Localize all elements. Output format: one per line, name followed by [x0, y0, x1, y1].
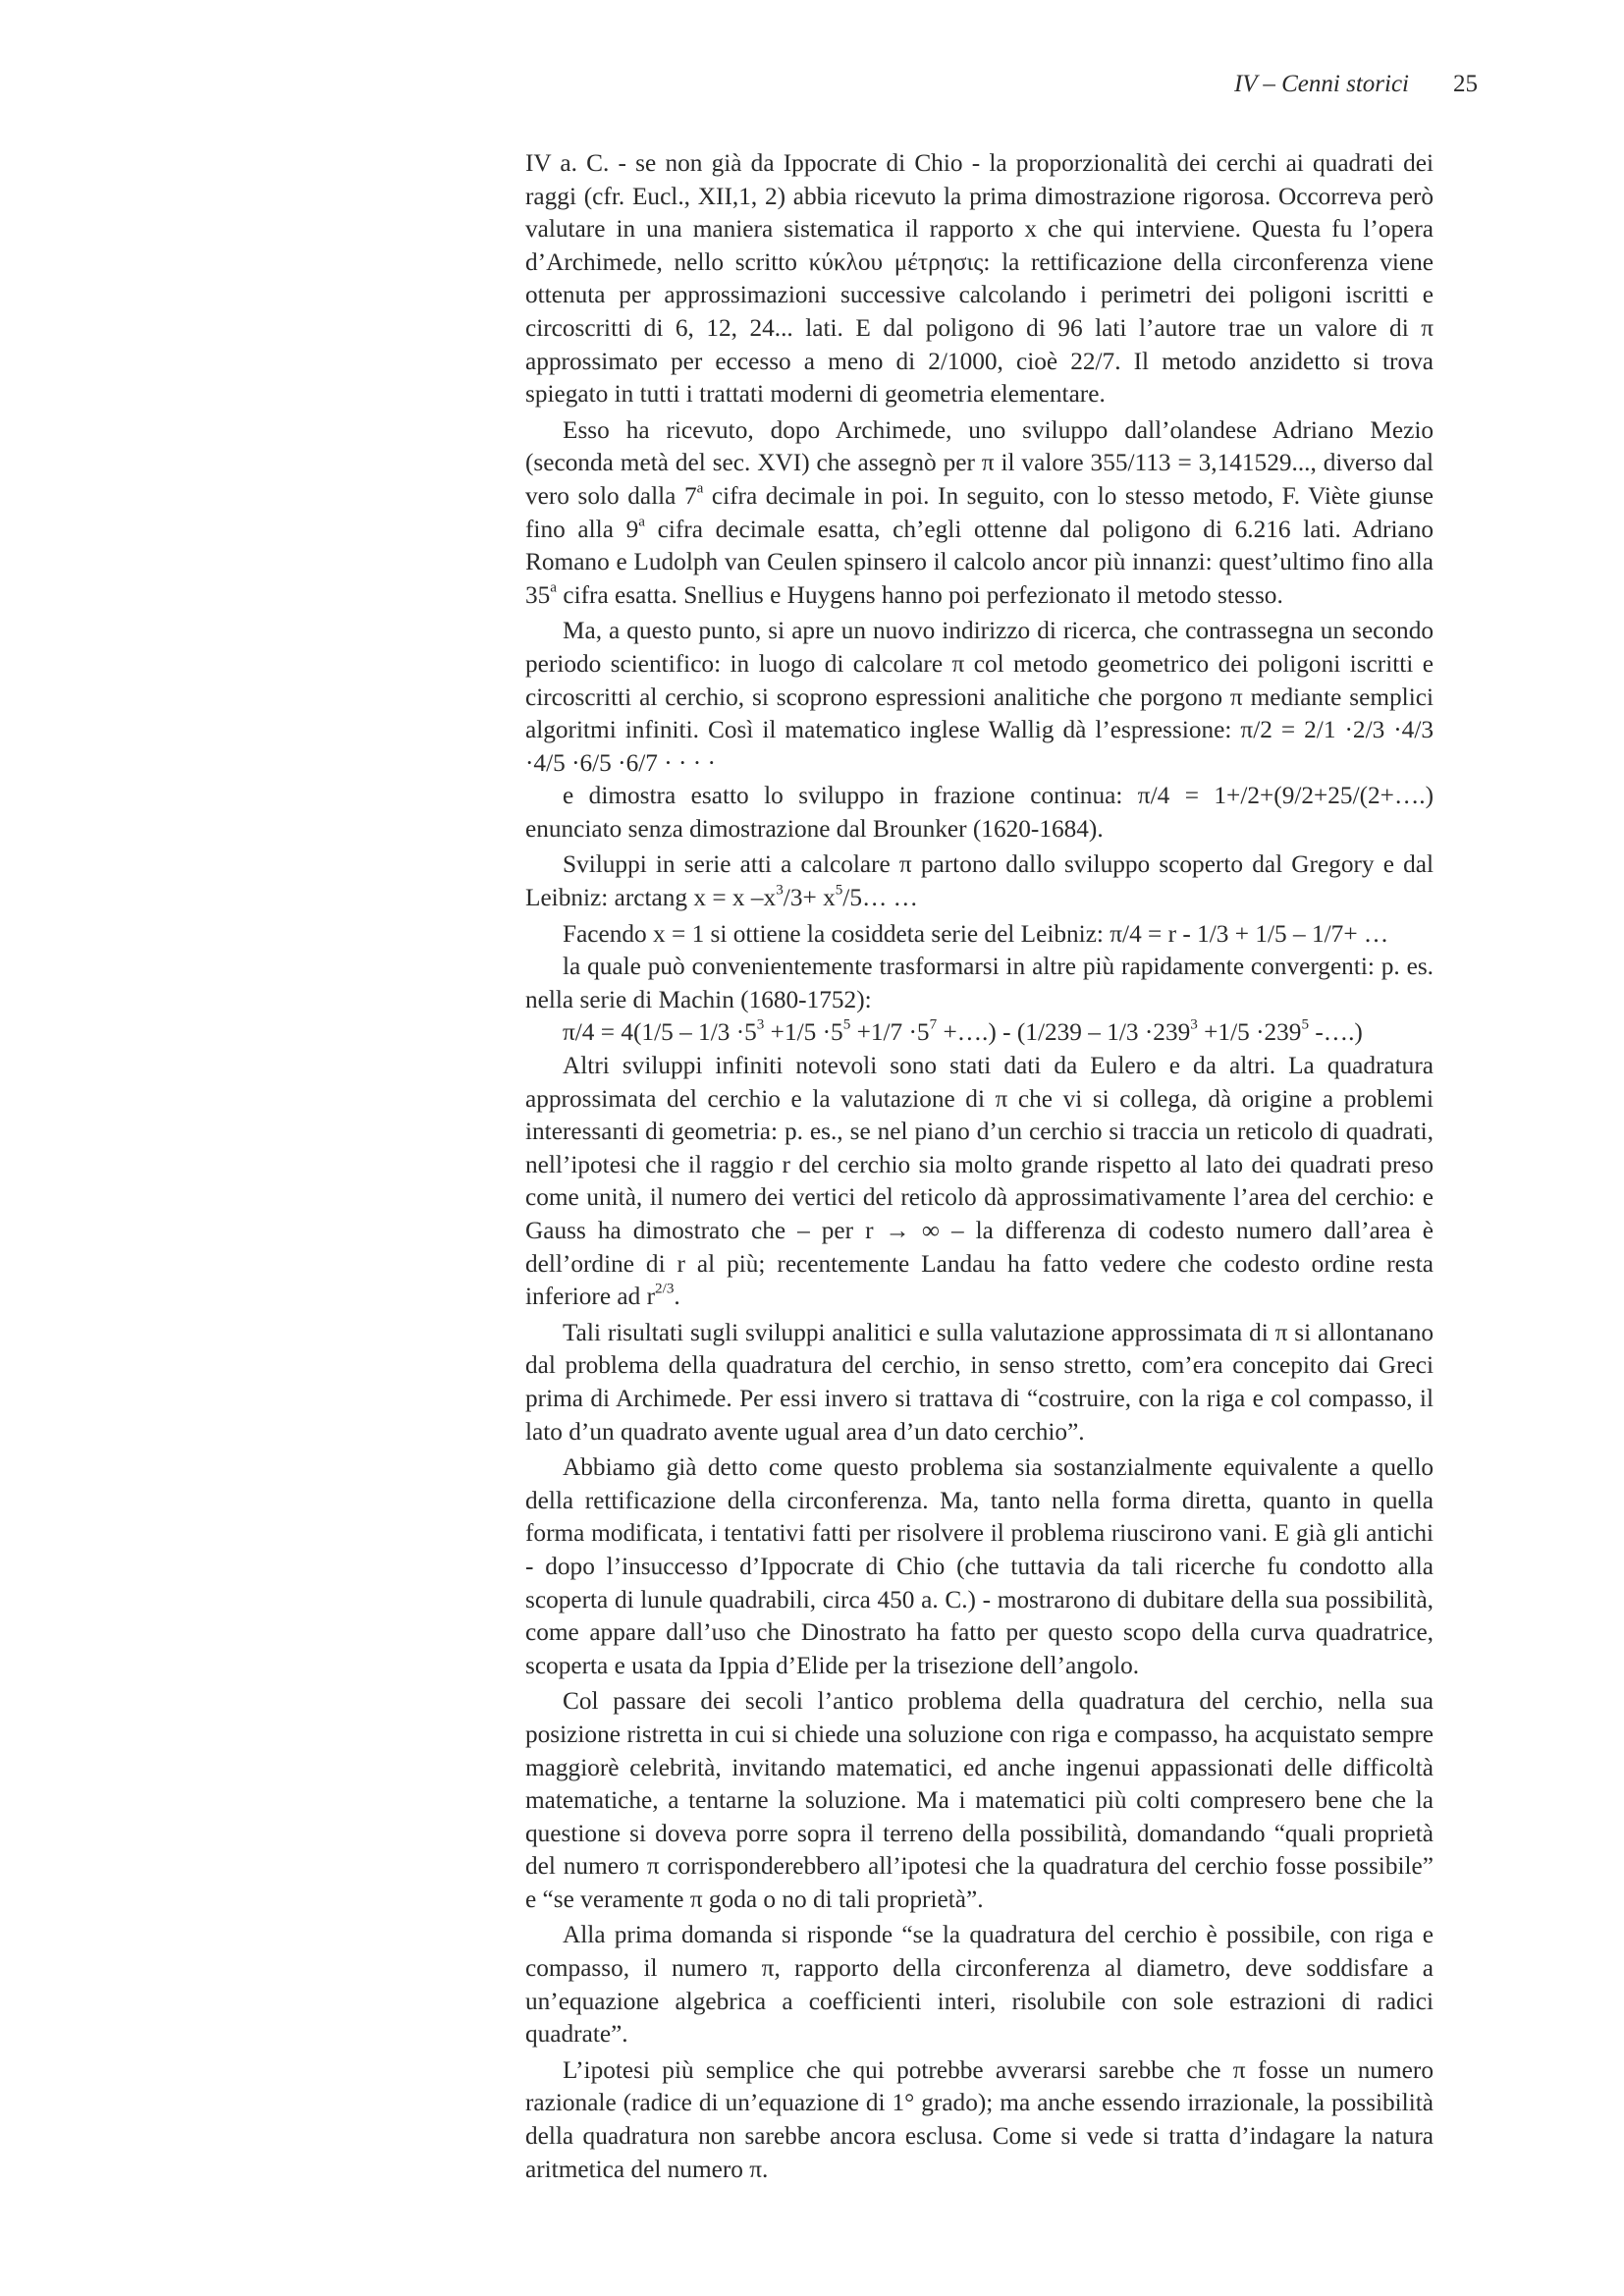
paragraph-5-part: Sviluppi in serie atti a calcolare π partono dallo sviluppo scoperto dal Gregory e dal Leibniz: arctang x = x –x	[525, 850, 1434, 912]
paragraph-2-part: cifra decimale in poi. In seguito, con lo stesso metodo, F. Viète giunse fino alla 9	[525, 481, 1434, 543]
page-number: 25	[1453, 71, 1478, 97]
paragraph-5-part: /5… …	[842, 884, 918, 912]
exponent: 3	[756, 1016, 765, 1034]
exponent: 5	[842, 1016, 851, 1034]
exponent: 3	[1190, 1016, 1198, 1034]
paragraph-13: L’ipotesi più semplice che qui potrebbe avverarsi sarebbe che π fosse un numero razionale (radice di un’equazione di 1° grado); ma anche essendo irrazionale, la possibilità della quadratura non sarebbe ancora esclusa. Come si vede si tratta d’indagare la natura aritmetica del numero π.	[525, 2055, 1434, 2183]
paragraph-2-part: Esso ha ricevuto, dopo Archimede, uno sviluppo dall’olandese Adriano Mezio (seconda metà del sec. XVI) che assegnò per π il valore 355/113 = 3,141529..., diverso dal vero solo dalla 7	[525, 415, 1434, 510]
paragraph-11: Col passare dei secoli l’antico problema della quadratura del cerchio, nella sua posizione ristretta in cui si chiede una soluzione con riga e compasso, ha acquistato sempre maggiorè celebrità, invitando matematici, ed anche ingenui appassionati delle difficoltà matematiche, a tentarne la soluzione. Ma i matematici più colti compresero bene che la questione si doveva porre sopra il terreno della possibilità, domandando “quali proprietà del numero π corrisponderebbero all’ipotesi che la quadratura del cerchio fosse possibile” e “se veramente π goda o no di tali proprietà”.	[525, 1687, 1434, 1913]
paragraph-8	[525, 1050, 1434, 1314]
exponent: 5	[1301, 1016, 1310, 1034]
paragraph-12: Alla prima domanda si risponde “se la quadratura del cerchio è possibile, con riga e compasso, il numero π, rapporto della circonferenza al diametro, deve soddisfare a un’equazione algebrica a coefficienti interi, risolubile con sole estrazioni di radici quadrate”.	[525, 1921, 1434, 2049]
exponent: 3	[776, 881, 784, 899]
paragraph-2-part: cifra decimale esatta, ch’egli ottenne dal poligono di 6.216 lati. Adriano Romano e Ludolph van Ceulen spinsero il calcolo ancor più innanzi: quest’ultimo fino alla 35	[525, 515, 1435, 609]
paragraph-2-part: cifra esatta. Snellius e Huygens hanno poi perfezionato il metodo stesso.	[557, 580, 1283, 609]
paragraph-1: IV a. C. - se non già da Ippocrate di Chio - la proporzionalità dei cerchi ai quadrati dei raggi (cfr. Eucl., XII,1, 2) abbia ricevuto la prima dimostrazione rigorosa. Occorreva però valutare in una maniera sistematica il rapporto x che qui interviene. Questa fu l’opera d’Archimede, nello scritto κύκλου μέτρησις: la rettificazione della circonferenza viene ottenuta per approssimazioni successive calcolando i perimetri dei poligoni iscritti e circoscritti di 6, 12, 24... lati. E dal poligono di 96 lati l’autore trae un valore di π approssimato per eccesso a meno di 2/1000, cioè 22/7. Il metodo anzidetto si trova spiegato in tutti i trattati moderni di geometria elementare.	[525, 149, 1434, 409]
ordinal-superscript: a	[550, 578, 558, 596]
formula-part: +1/5 ·5	[764, 1018, 843, 1047]
body-text	[525, 147, 1434, 2186]
running-title: IV – Cenni storici	[1233, 71, 1409, 97]
formula-part: +1/7 ·5	[850, 1018, 930, 1047]
paragraph-7: la quale può convenientemente trasformarsi in altre più rapidamente convergenti: p. es. nella serie di Machin (1680-1752):	[525, 953, 1434, 1013]
formula-part: +1/5 ·239	[1197, 1018, 1302, 1047]
formula-part: +….) - (1/239 – 1/3 ·239	[937, 1018, 1191, 1047]
exponent: 2/3	[655, 1280, 675, 1297]
exponent: 7	[929, 1016, 938, 1034]
paragraph-4: e dimostra esatto lo sviluppo in frazione continua: π/4 = 1+/2+(9/2+25/(2+….) enunciato senza dimostrazione dal Brounker (1620-1684).	[525, 782, 1434, 843]
paragraph-6: Facendo x = 1 si ottiene la cosiddeta serie del Leibniz: π/4 = r - 1/3 + 1/5 – 1/7+ …	[563, 919, 1389, 948]
ordinal-superscript: a	[696, 479, 704, 497]
paragraph-5-part: /3+ x	[783, 884, 836, 912]
paragraph-3: Ma, a questo punto, si apre un nuovo indirizzo di ricerca, che contrassegna un secondo periodo scientifico: in luogo di calcolare π col metodo geometrico dei poligoni iscritti e circoscritti al cerchio, si scoprono espressioni analitiche che porgono π mediante semplici algoritmi infiniti. Così il matematico inglese Wallig dà l’espressione: π/2 = 2/1 ·2/3 ·4/3 ·4/5 ·6/5 ·6/7 · · · ·	[525, 617, 1434, 777]
paragraph-5	[525, 848, 1434, 914]
paragraph-8-part: .	[674, 1283, 680, 1311]
paragraph-8-part: Altri sviluppi infiniti notevoli sono stati dati da Eulero e da altri. La quadratura approssimata del cerchio e la valutazione di π che vi si collega, dà origine a problemi interessanti di geometria: p. es., se nel piano d’un cerchio si traccia un reticolo di quadrati, nell’ipotesi che il raggio r del cerchio sia molto grande rispetto al lato dei quadrati preso come unità, il numero dei vertici del reticolo dà approssimativamente l’area del cerchio: e Gauss ha dimostrato che – per r → ∞ – la differenza di codesto numero dall’area è dell’ordine di r al più; recentemente Landau ha fatto vedere che codesto ordine resta inferiore ad r	[525, 1052, 1434, 1311]
formula-part: -….)	[1309, 1018, 1363, 1047]
machin-formula	[525, 1016, 1434, 1050]
exponent: 5	[835, 881, 843, 899]
paragraph-9: Tali risultati sugli sviluppi analitici e sulla valutazione approssimata di π si allontanano dal problema della quadratura del cerchio, in senso stretto, com’era concepito dai Greci prima di Archimede. Per essi invero si trattava di “costruire, con la riga e col compasso, il lato d’un quadrato avente ugual area d’un dato cerchio”.	[525, 1318, 1434, 1446]
ordinal-superscript: a	[638, 513, 645, 530]
running-head	[1080, 71, 1478, 110]
formula-part: π/4 = 4(1/5 – 1/3 ·5	[563, 1018, 757, 1047]
paragraph-2	[525, 414, 1434, 613]
paragraph-10: Abbiamo già detto come questo problema sia sostanzialmente equivalente a quello della rettificazione della circonferenza. Ma, tanto nella forma diretta, quanto in quella forma modificata, i tentativi fatti per risolvere il problema riuscirono vani. E già gli antichi - dopo l’insuccesso d’Ippocrate di Chio (che tuttavia da tali ricerche fu condotto alla scoperta di lunule quadrabili, circa 450 a. C.) - mostrarono di dubitare della sua possibilità, come appare dall’uso che Dinostrato ha fatto per questo scopo della curva quadratrice, scoperta e usata da Ippia d’Elide per la trisezione dell’angolo.	[525, 1453, 1434, 1679]
